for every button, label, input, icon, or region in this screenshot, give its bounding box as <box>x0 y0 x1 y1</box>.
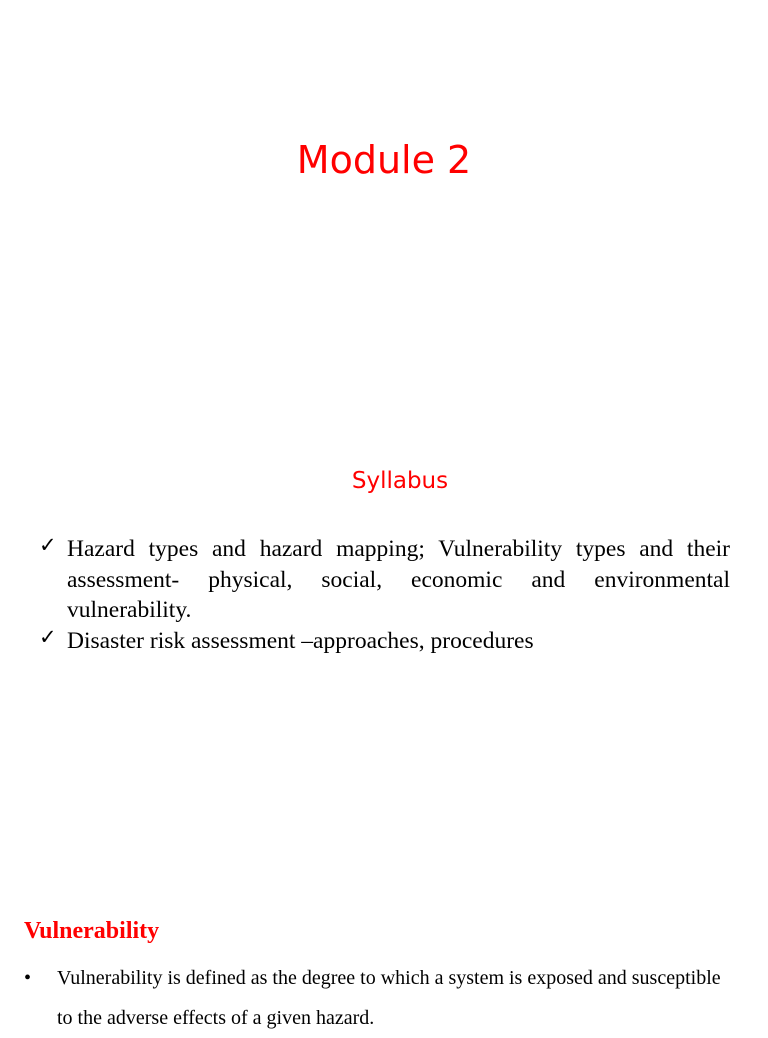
syllabus-heading: Syllabus <box>351 468 449 494</box>
syllabus-item <box>38 534 730 626</box>
module-title: Module 2 <box>296 138 472 182</box>
vulnerability-heading: Vulnerability <box>24 918 160 944</box>
syllabus-list <box>38 534 730 656</box>
syllabus-item-text: Hazard types and hazard mapping; Vulnerability types and their assessment- physical, social, economic and environmental vulnerability. <box>67 536 730 623</box>
syllabus-item-text: Disaster risk assessment –approaches, procedures <box>67 627 534 654</box>
check-mark-icon: ✓ <box>39 533 57 557</box>
bullet-dot-icon: • <box>24 967 32 989</box>
syllabus-item <box>38 626 730 657</box>
list-item <box>24 958 724 1038</box>
check-mark-icon: ✓ <box>39 624 57 649</box>
vulnerability-bullet-list <box>24 958 724 1038</box>
list-item-text: Vulnerability is defined as the degree to which a system is exposed and susceptible to the adverse effects of a given hazard. <box>57 967 721 1029</box>
